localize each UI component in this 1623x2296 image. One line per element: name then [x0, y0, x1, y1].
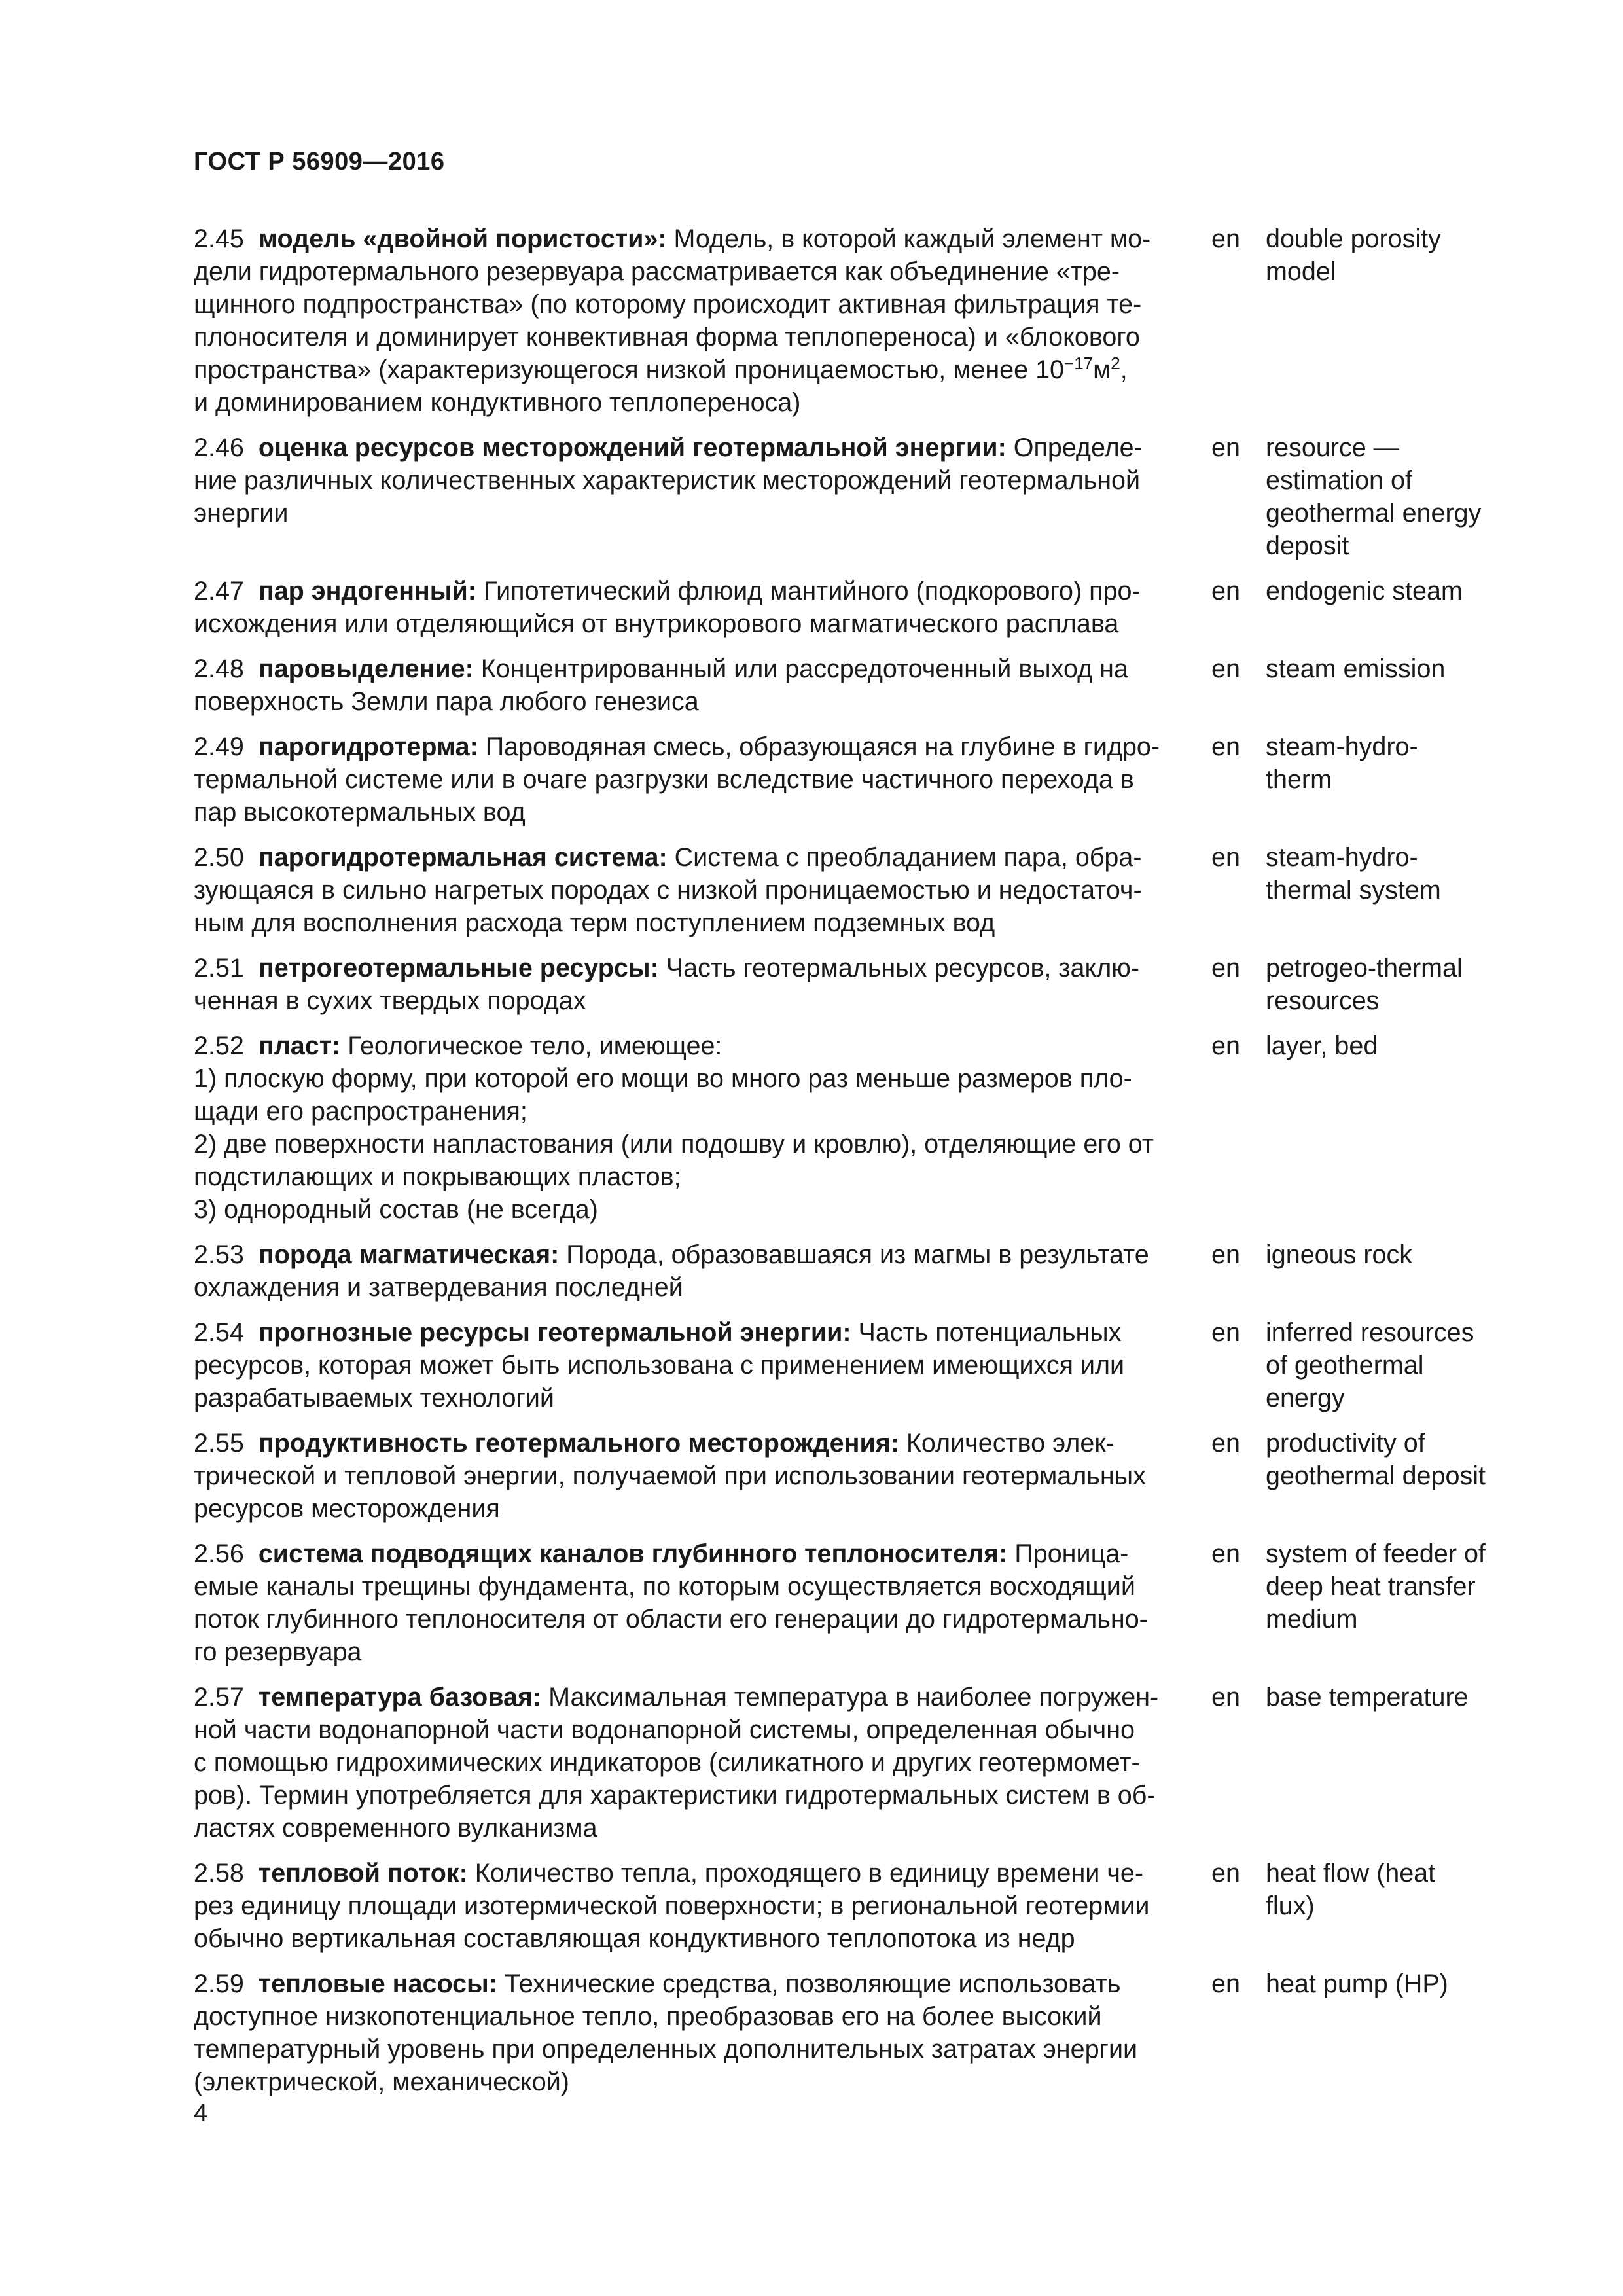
term-name: паровыделение: — [258, 655, 474, 683]
term-number: 2.54 — [194, 1318, 244, 1347]
term-name: система подводящих каналов глубинного теплоносителя: — [258, 1539, 1008, 1568]
definition-line: и доминированием кондуктивного теплопереноса) — [194, 388, 801, 417]
definition-line: с помощью гидрохимических индикаторов (силикатного и других геотермомет- — [194, 1748, 1140, 1777]
definition-line: охлаждения и затвердевания последней — [194, 1273, 683, 1302]
term-definition — [194, 1316, 1195, 1414]
equivalent-line: layer, bed — [1266, 1031, 1378, 1060]
term-name: пласт: — [258, 1031, 341, 1060]
definition-line: плоносителя и доминирует конвективная форма теплопереноса) и «блокового — [194, 323, 1140, 351]
equivalent-line: endogenic steam — [1266, 577, 1463, 605]
term-entry — [194, 1681, 1542, 1844]
definition-line — [194, 223, 1195, 255]
term-definition — [194, 730, 1195, 829]
equivalent-line: base temperature — [1266, 1683, 1469, 1712]
equivalent-line: thermal system — [1266, 876, 1441, 905]
equivalent-line: energy — [1266, 1384, 1345, 1412]
term-number: 2.51 — [194, 954, 244, 982]
language-code: en — [1211, 433, 1240, 462]
term-definition — [194, 1238, 1195, 1304]
equivalent-line: steam-hydro- — [1266, 732, 1418, 761]
definition-line: ние различных количественных характеристик месторождений геотермальной — [194, 466, 1141, 495]
term-entry — [194, 223, 1542, 419]
equivalent-line: heat flow (heat — [1266, 1859, 1436, 1888]
term-entry — [194, 841, 1542, 939]
definition-line: доступное низкопотенциальное тепло, преобразовав его на более высокий — [194, 2002, 1102, 2031]
term-definition — [194, 1967, 1195, 2098]
equivalent-line: deposit — [1266, 531, 1349, 560]
english-equivalent — [1266, 1681, 1541, 1844]
language-code: en — [1211, 577, 1240, 605]
definition-line: ластях современного вулканизма — [194, 1814, 597, 1842]
definition-line: исхождения или отделяющийся от внутрикорового магматического расплава — [194, 609, 1119, 638]
unit-text: м — [1093, 355, 1111, 384]
equivalent-line: steam-hydro- — [1266, 843, 1418, 872]
term-definition — [194, 575, 1195, 640]
definition-line: го резервуара — [194, 1638, 362, 1666]
definition-line — [194, 1030, 1195, 1062]
term-entry — [194, 1857, 1542, 1955]
definition-text: Пароводяная смесь, образующаяся на глубине в гидро- — [485, 732, 1160, 761]
term-list — [194, 223, 1542, 2111]
language-code: en — [1211, 843, 1240, 872]
term-entry — [194, 952, 1542, 1017]
term-entry — [194, 1967, 1542, 2098]
term-name: тепловой поток: — [258, 1859, 468, 1888]
term-number: 2.58 — [194, 1859, 244, 1888]
term-number: 2.53 — [194, 1240, 244, 1269]
definition-line: ресурсов, которая может быть использована с применением имеющихся или — [194, 1351, 1125, 1380]
term-number: 2.52 — [194, 1031, 244, 1060]
term-number: 2.48 — [194, 655, 244, 683]
term-name: парогидротермальная система: — [258, 843, 668, 872]
term-number: 2.49 — [194, 732, 244, 761]
definition-line: обычно вертикальная составляющая кондуктивного теплопотока из недр — [194, 1924, 1075, 1953]
equivalent-line: deep heat transfer — [1266, 1572, 1476, 1601]
equivalent-line: resources — [1266, 986, 1380, 1015]
term-name: порода магматическая: — [258, 1240, 560, 1269]
definition-text: Часть геотермальных ресурсов, заклю- — [666, 954, 1140, 982]
equivalent-line: estimation of — [1266, 466, 1412, 495]
language-code: en — [1211, 1859, 1240, 1888]
term-name: пар эндогенный: — [258, 577, 476, 605]
term-number: 2.50 — [194, 843, 244, 872]
definition-line: ров). Термин употребляется для характеристики гидротермальных систем в об- — [194, 1781, 1156, 1810]
language-code: en — [1211, 1429, 1240, 1458]
definition-line: температурный уровень при определенных дополнительных затратах энергии — [194, 2035, 1138, 2064]
definition-text: Определе- — [1013, 433, 1143, 462]
definition-line: зующаяся в сильно нагретых породах с низкой проницаемостью и недостаточ- — [194, 876, 1142, 905]
english-equivalent — [1266, 653, 1541, 718]
definition-line — [194, 1681, 1195, 1713]
english-equivalent — [1266, 1316, 1541, 1414]
term-number: 2.56 — [194, 1539, 244, 1568]
equivalent-line: model — [1266, 257, 1336, 286]
definition-line: разрабатываемых технологий — [194, 1384, 554, 1412]
language-code: en — [1211, 954, 1240, 982]
english-equivalent — [1266, 730, 1541, 829]
english-equivalent — [1266, 431, 1541, 562]
definition-line: подстилающих и покрывающих пластов; — [194, 1162, 681, 1191]
term-number: 2.46 — [194, 433, 244, 462]
term-definition — [194, 1030, 1195, 1226]
term-definition — [194, 1427, 1195, 1525]
term-definition — [194, 653, 1195, 718]
equivalent-line: of geothermal — [1266, 1351, 1424, 1380]
term-number: 2.55 — [194, 1429, 244, 1458]
definition-text: Проница- — [1014, 1539, 1129, 1568]
definition-line — [194, 653, 1195, 685]
equivalent-line: heat pump (HP) — [1266, 1969, 1448, 1998]
term-name: парогидротерма: — [258, 732, 478, 761]
term-name: модель «двойной пористости»: — [258, 224, 667, 253]
language-code: en — [1211, 1539, 1240, 1568]
equivalent-line: flux) — [1266, 1892, 1315, 1920]
definition-line — [194, 1537, 1195, 1570]
term-number: 2.59 — [194, 1969, 244, 1998]
term-name: петрогеотермальные ресурсы: — [258, 954, 659, 982]
language-code: en — [1211, 1318, 1240, 1347]
definition-text: Количество тепла, проходящего в единицу времени че- — [474, 1859, 1144, 1888]
english-equivalent — [1266, 952, 1541, 1017]
language-code: en — [1211, 1240, 1240, 1269]
english-equivalent — [1266, 1967, 1541, 2098]
term-entry — [194, 431, 1542, 562]
definition-text: Количество элек- — [906, 1429, 1115, 1458]
term-entry — [194, 1030, 1542, 1226]
definition-line: поток глубинного теплоносителя от области его генерации до гидротермально- — [194, 1605, 1148, 1634]
language-code: en — [1211, 732, 1240, 761]
term-name: температура базовая: — [258, 1683, 542, 1712]
definition-line: ресурсов месторождения — [194, 1494, 500, 1523]
exponent: −17 — [1064, 353, 1094, 373]
term-name: прогнозные ресурсы геотермальной энергии: — [258, 1318, 851, 1347]
definition-line — [194, 431, 1195, 464]
language-code: en — [1211, 224, 1240, 253]
definition-line — [194, 353, 1195, 386]
term-number: 2.47 — [194, 577, 244, 605]
definition-text: Геологическое тело, имеющее: — [348, 1031, 722, 1060]
definition-line — [194, 1427, 1195, 1460]
term-number: 2.45 — [194, 224, 244, 253]
term-entry — [194, 1537, 1542, 1668]
definition-text: Модель, в которой каждый элемент мо- — [673, 224, 1151, 253]
english-equivalent — [1266, 841, 1541, 939]
exponent: 2 — [1111, 353, 1120, 373]
equivalent-line: inferred resources — [1266, 1318, 1474, 1347]
definition-line: ченная в сухих твердых породах — [194, 986, 586, 1015]
equivalent-line: petrogeo-thermal — [1266, 954, 1463, 982]
definition-line: трической и тепловой энергии, получаемой при использовании геотермальных — [194, 1462, 1146, 1490]
term-entry — [194, 653, 1542, 718]
definition-line — [194, 1238, 1195, 1271]
definition-text: Порода, образовавшаяся из магмы в результате — [566, 1240, 1149, 1269]
definition-line: емые каналы трещины фундамента, по которым осуществляется восходящий — [194, 1572, 1135, 1601]
definition-line — [194, 1316, 1195, 1349]
term-entry — [194, 730, 1542, 829]
equivalent-line: system of feeder of — [1266, 1539, 1486, 1568]
english-equivalent — [1266, 575, 1541, 640]
definition-line — [194, 730, 1195, 763]
language-code: en — [1211, 1031, 1240, 1060]
definition-line: дели гидротермального резервуара рассматривается как объединение «тре- — [194, 257, 1120, 286]
definition-line: щинного подпространства» (по которому происходит активная фильтрация те- — [194, 290, 1142, 319]
definition-line: рез единицу площади изотермической поверхности; в региональной геотермии — [194, 1892, 1150, 1920]
equivalent-line: resource — — [1266, 433, 1400, 462]
definition-line: энергии — [194, 499, 289, 528]
english-equivalent — [1266, 223, 1541, 419]
definition-line — [194, 841, 1195, 874]
equivalent-line: steam emission — [1266, 655, 1446, 683]
definition-text: Максимальная температура в наиболее погружен- — [548, 1683, 1159, 1712]
equivalent-line: geothermal deposit — [1266, 1462, 1486, 1490]
equivalent-line: therm — [1266, 765, 1332, 794]
term-definition — [194, 431, 1195, 562]
english-equivalent — [1266, 1857, 1541, 1955]
equivalent-line: double porosity — [1266, 224, 1441, 253]
equivalent-line: geothermal energy — [1266, 499, 1482, 528]
term-definition — [194, 841, 1195, 939]
definition-line: ным для восполнения расхода терм поступлением подземных вод — [194, 908, 995, 937]
english-equivalent — [1266, 1238, 1541, 1304]
definition-line: 2) две поверхности напластования (или подошву и кровлю), отделяющие его от — [194, 1130, 1154, 1158]
language-code: en — [1211, 1969, 1240, 1998]
definition-line: щади его распространения; — [194, 1097, 527, 1126]
punctuation: , — [1120, 355, 1128, 384]
equivalent-line: productivity of — [1266, 1429, 1425, 1458]
term-definition — [194, 1681, 1195, 1844]
equivalent-line: igneous rock — [1266, 1240, 1412, 1269]
definition-line — [194, 575, 1195, 607]
definition-text: Гипотетический флюид мантийного (подкорового) про- — [483, 577, 1141, 605]
term-definition — [194, 1537, 1195, 1668]
definition-line — [194, 952, 1195, 984]
term-entry — [194, 1316, 1542, 1414]
term-entry — [194, 575, 1542, 640]
language-code: en — [1211, 1683, 1240, 1712]
term-entry — [194, 1238, 1542, 1304]
definition-line: (электрической, механической) — [194, 2068, 569, 2096]
page-number: 4 — [194, 2100, 208, 2127]
term-definition — [194, 952, 1195, 1017]
term-number: 2.57 — [194, 1683, 244, 1712]
definition-line: ной части водонапорной части водонапорной системы, определенная обычно — [194, 1715, 1135, 1744]
english-equivalent — [1266, 1537, 1541, 1668]
english-equivalent — [1266, 1030, 1541, 1226]
language-code: en — [1211, 655, 1240, 683]
term-name: продуктивность геотермального месторождения: — [258, 1429, 899, 1458]
definition-line: 3) однородный состав (не всегда) — [194, 1195, 598, 1224]
definition-line: 1) плоскую форму, при которой его мощи во много раз меньше размеров пло- — [194, 1064, 1132, 1093]
english-equivalent — [1266, 1427, 1541, 1525]
definition-line: поверхность Земли пара любого генезиса — [194, 687, 699, 716]
definition-line: термальной системе или в очаге разгрузки вследствие частичного перехода в — [194, 765, 1134, 794]
definition-text: пространства» (характеризующегося низкой проницаемостью, менее 10 — [194, 355, 1065, 384]
term-definition — [194, 223, 1195, 419]
definition-text: Концентрированный или рассредоточенный выход на — [480, 655, 1128, 683]
term-definition — [194, 1857, 1195, 1955]
definition-line: пар высокотермальных вод — [194, 798, 526, 827]
document-header: ГОСТ Р 56909—2016 — [194, 148, 445, 175]
term-name: оценка ресурсов месторождений геотермальной энергии: — [258, 433, 1007, 462]
term-name: тепловые насосы: — [258, 1969, 497, 1998]
equivalent-line: medium — [1266, 1605, 1358, 1634]
definition-line — [194, 1967, 1195, 2000]
definition-text: Часть потенциальных — [858, 1318, 1122, 1347]
definition-line — [194, 1857, 1195, 1890]
definition-text: Технические средства, позволяющие использовать — [504, 1969, 1121, 1998]
term-entry — [194, 1427, 1542, 1525]
definition-text: Система с преобладанием пара, обра- — [674, 843, 1142, 872]
